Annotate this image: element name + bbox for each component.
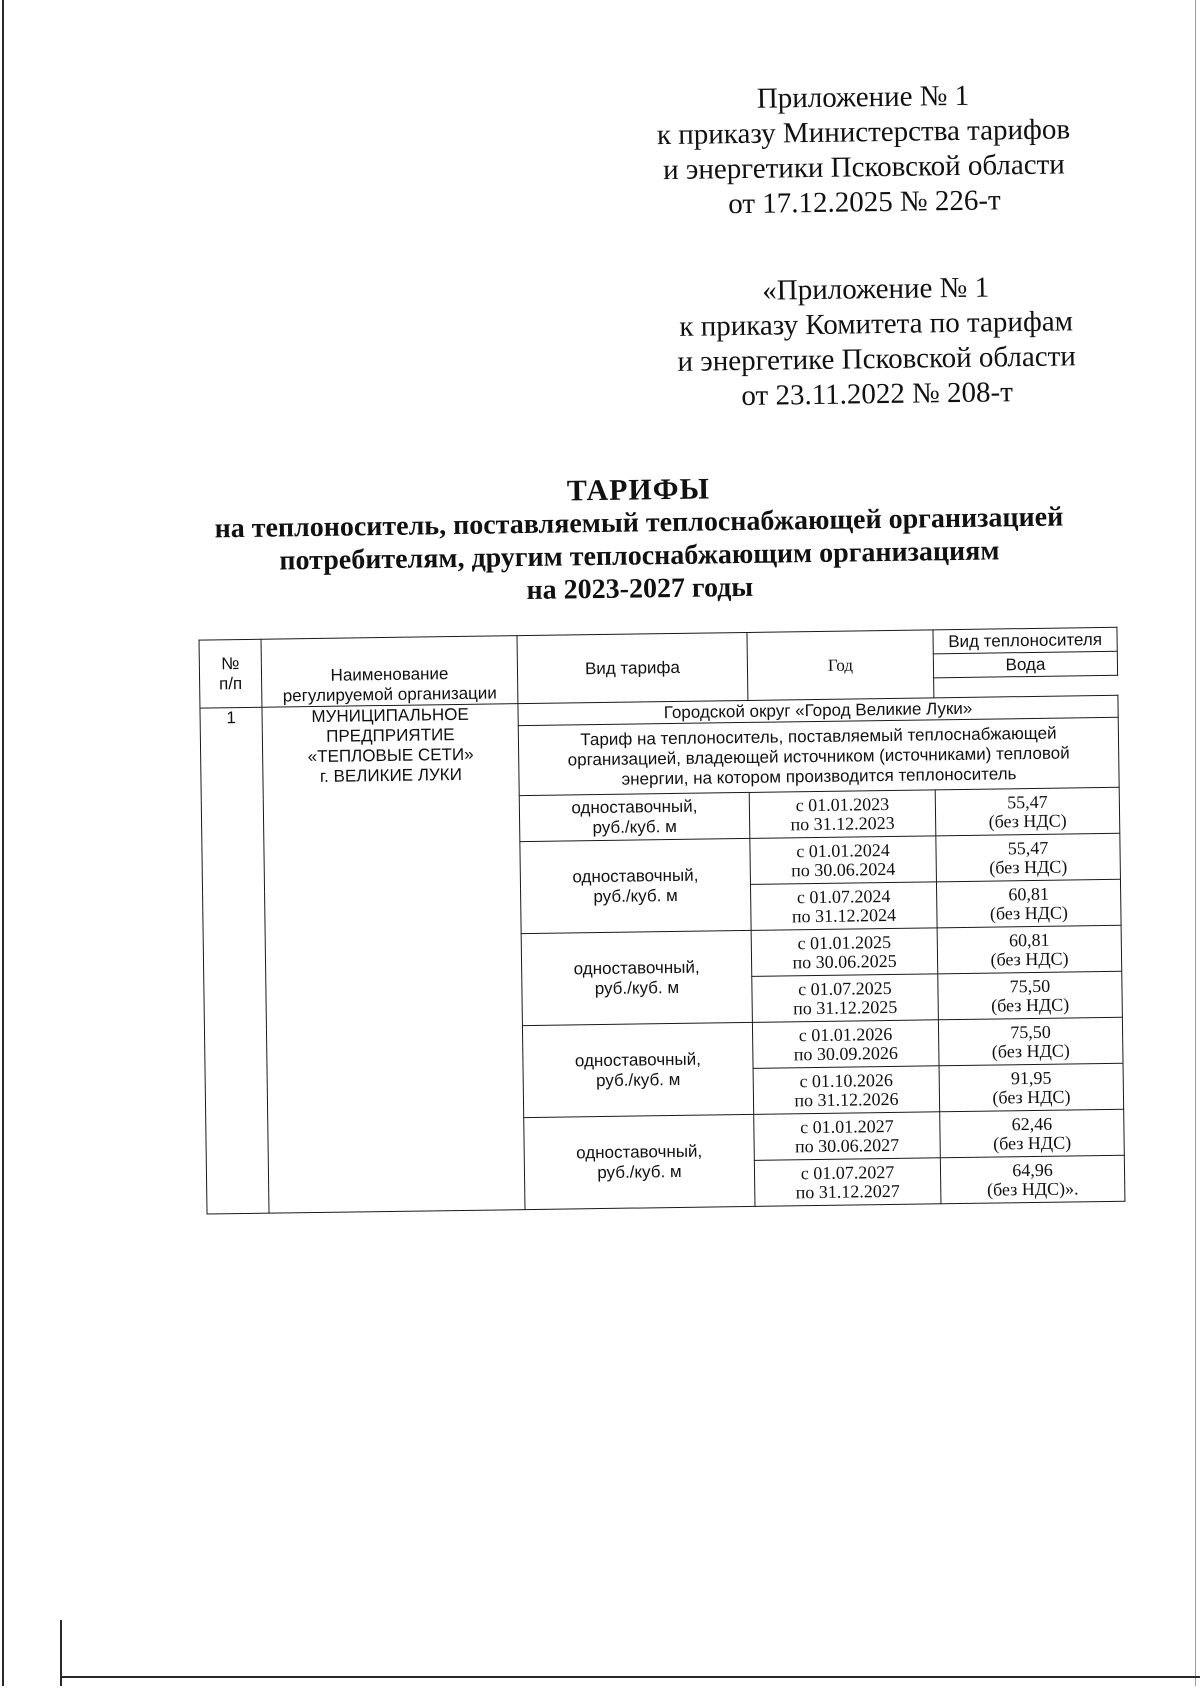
appendix-line: и энергетики Псковской области <box>662 148 1066 187</box>
appendix-line: от 17.12.2025 № 226-т <box>727 184 1001 221</box>
period-cell: с 01.01.2025 по 30.06.2025 <box>751 928 938 977</box>
period-cell: с 01.01.2027 по 30.06.2027 <box>754 1112 941 1161</box>
title-main: ТАРИФЫ <box>566 472 711 508</box>
price-cell: 60,81 (без НДС) <box>936 879 1121 928</box>
org-name: МУНИЦИПАЛЬНОЕ ПРЕДПРИЯТИЕ «ТЕПЛОВЫЕ СЕТИ» г. ВЕЛИКИЕ ЛУКИ <box>262 704 525 1214</box>
period-cell: с 01.07.2024 по 31.12.2024 <box>750 882 937 931</box>
period-cell: с 01.07.2025 по 31.12.2025 <box>752 974 939 1023</box>
price-cell: 75,50 (без НДС) <box>938 1017 1123 1066</box>
header-tariff-type: Вид тарифа <box>517 632 748 703</box>
appendix-line: к приказу Комитета по тарифам <box>679 305 1074 343</box>
tariff-type-cell: одноставочный, руб./куб. м <box>521 930 752 1025</box>
header-year: Год <box>747 630 934 701</box>
tariff-table <box>199 627 1126 1215</box>
appendix-line: Приложение № 1 <box>756 79 970 115</box>
price-cell: 55,47 (без НДС) <box>936 833 1121 882</box>
tariff-type-cell: одноставочный, руб./куб. м <box>520 838 751 933</box>
price-cell: 55,47 (без НДС) <box>935 787 1120 836</box>
appendix-line: «Приложение № 1 <box>762 271 990 307</box>
period-cell: с 01.01.2026 по 30.09.2026 <box>752 1020 939 1069</box>
document-title <box>178 467 1100 612</box>
tariff-type-cell: одноставочный, руб./куб. м <box>522 1022 753 1117</box>
tariff-description: Тариф на теплоноситель, поставляемый теплоснабжающей организацией, владеющей источником (источниками) тепловой энергии, на котором производится теплоноситель <box>518 717 1119 795</box>
period-cell: с 01.01.2023 по 31.12.2023 <box>749 790 936 839</box>
title-line: потребителям, другим теплоснабжающим организациям <box>279 535 1000 577</box>
title-line: на теплоноситель, поставляемый теплоснабжающей организацией <box>214 501 1064 545</box>
tariff-type-cell: одноставочный, руб./куб. м <box>519 792 750 841</box>
header-coolant-type: Вид теплоносителя <box>933 627 1117 654</box>
tariff-type-cell: одноставочный, руб./куб. м <box>524 1114 755 1209</box>
appendix-new-order <box>633 77 1095 223</box>
header-org: Наименование регулируемой организации <box>261 636 518 708</box>
appendix-line: к приказу Министерства тарифов <box>656 113 1071 152</box>
appendix-line: от 23.11.2022 № 208-т <box>741 376 1014 413</box>
header-num: № п/п <box>199 639 262 708</box>
appendix-old-order <box>645 269 1107 415</box>
period-cell: с 01.07.2027 по 31.12.2027 <box>754 1158 941 1207</box>
title-line: на 2023-2027 годы <box>526 571 754 607</box>
header-water: Вода <box>933 651 1117 678</box>
price-cell: 64,96 (без НДС)». <box>940 1155 1125 1204</box>
district-name: Городской округ «Город Великие Луки» <box>518 695 1118 725</box>
price-cell: 91,95 (без НДС) <box>939 1063 1124 1112</box>
price-cell: 75,50 (без НДС) <box>938 971 1123 1020</box>
period-cell: с 01.01.2024 по 30.06.2024 <box>750 836 937 885</box>
row-num: 1 <box>200 707 269 1214</box>
price-cell: 62,46 (без НДС) <box>940 1109 1125 1158</box>
appendix-line: и энергетике Псковской области <box>677 340 1077 378</box>
period-cell: с 01.10.2026 по 31.12.2026 <box>753 1066 940 1115</box>
price-cell: 60,81 (без НДС) <box>937 925 1122 974</box>
